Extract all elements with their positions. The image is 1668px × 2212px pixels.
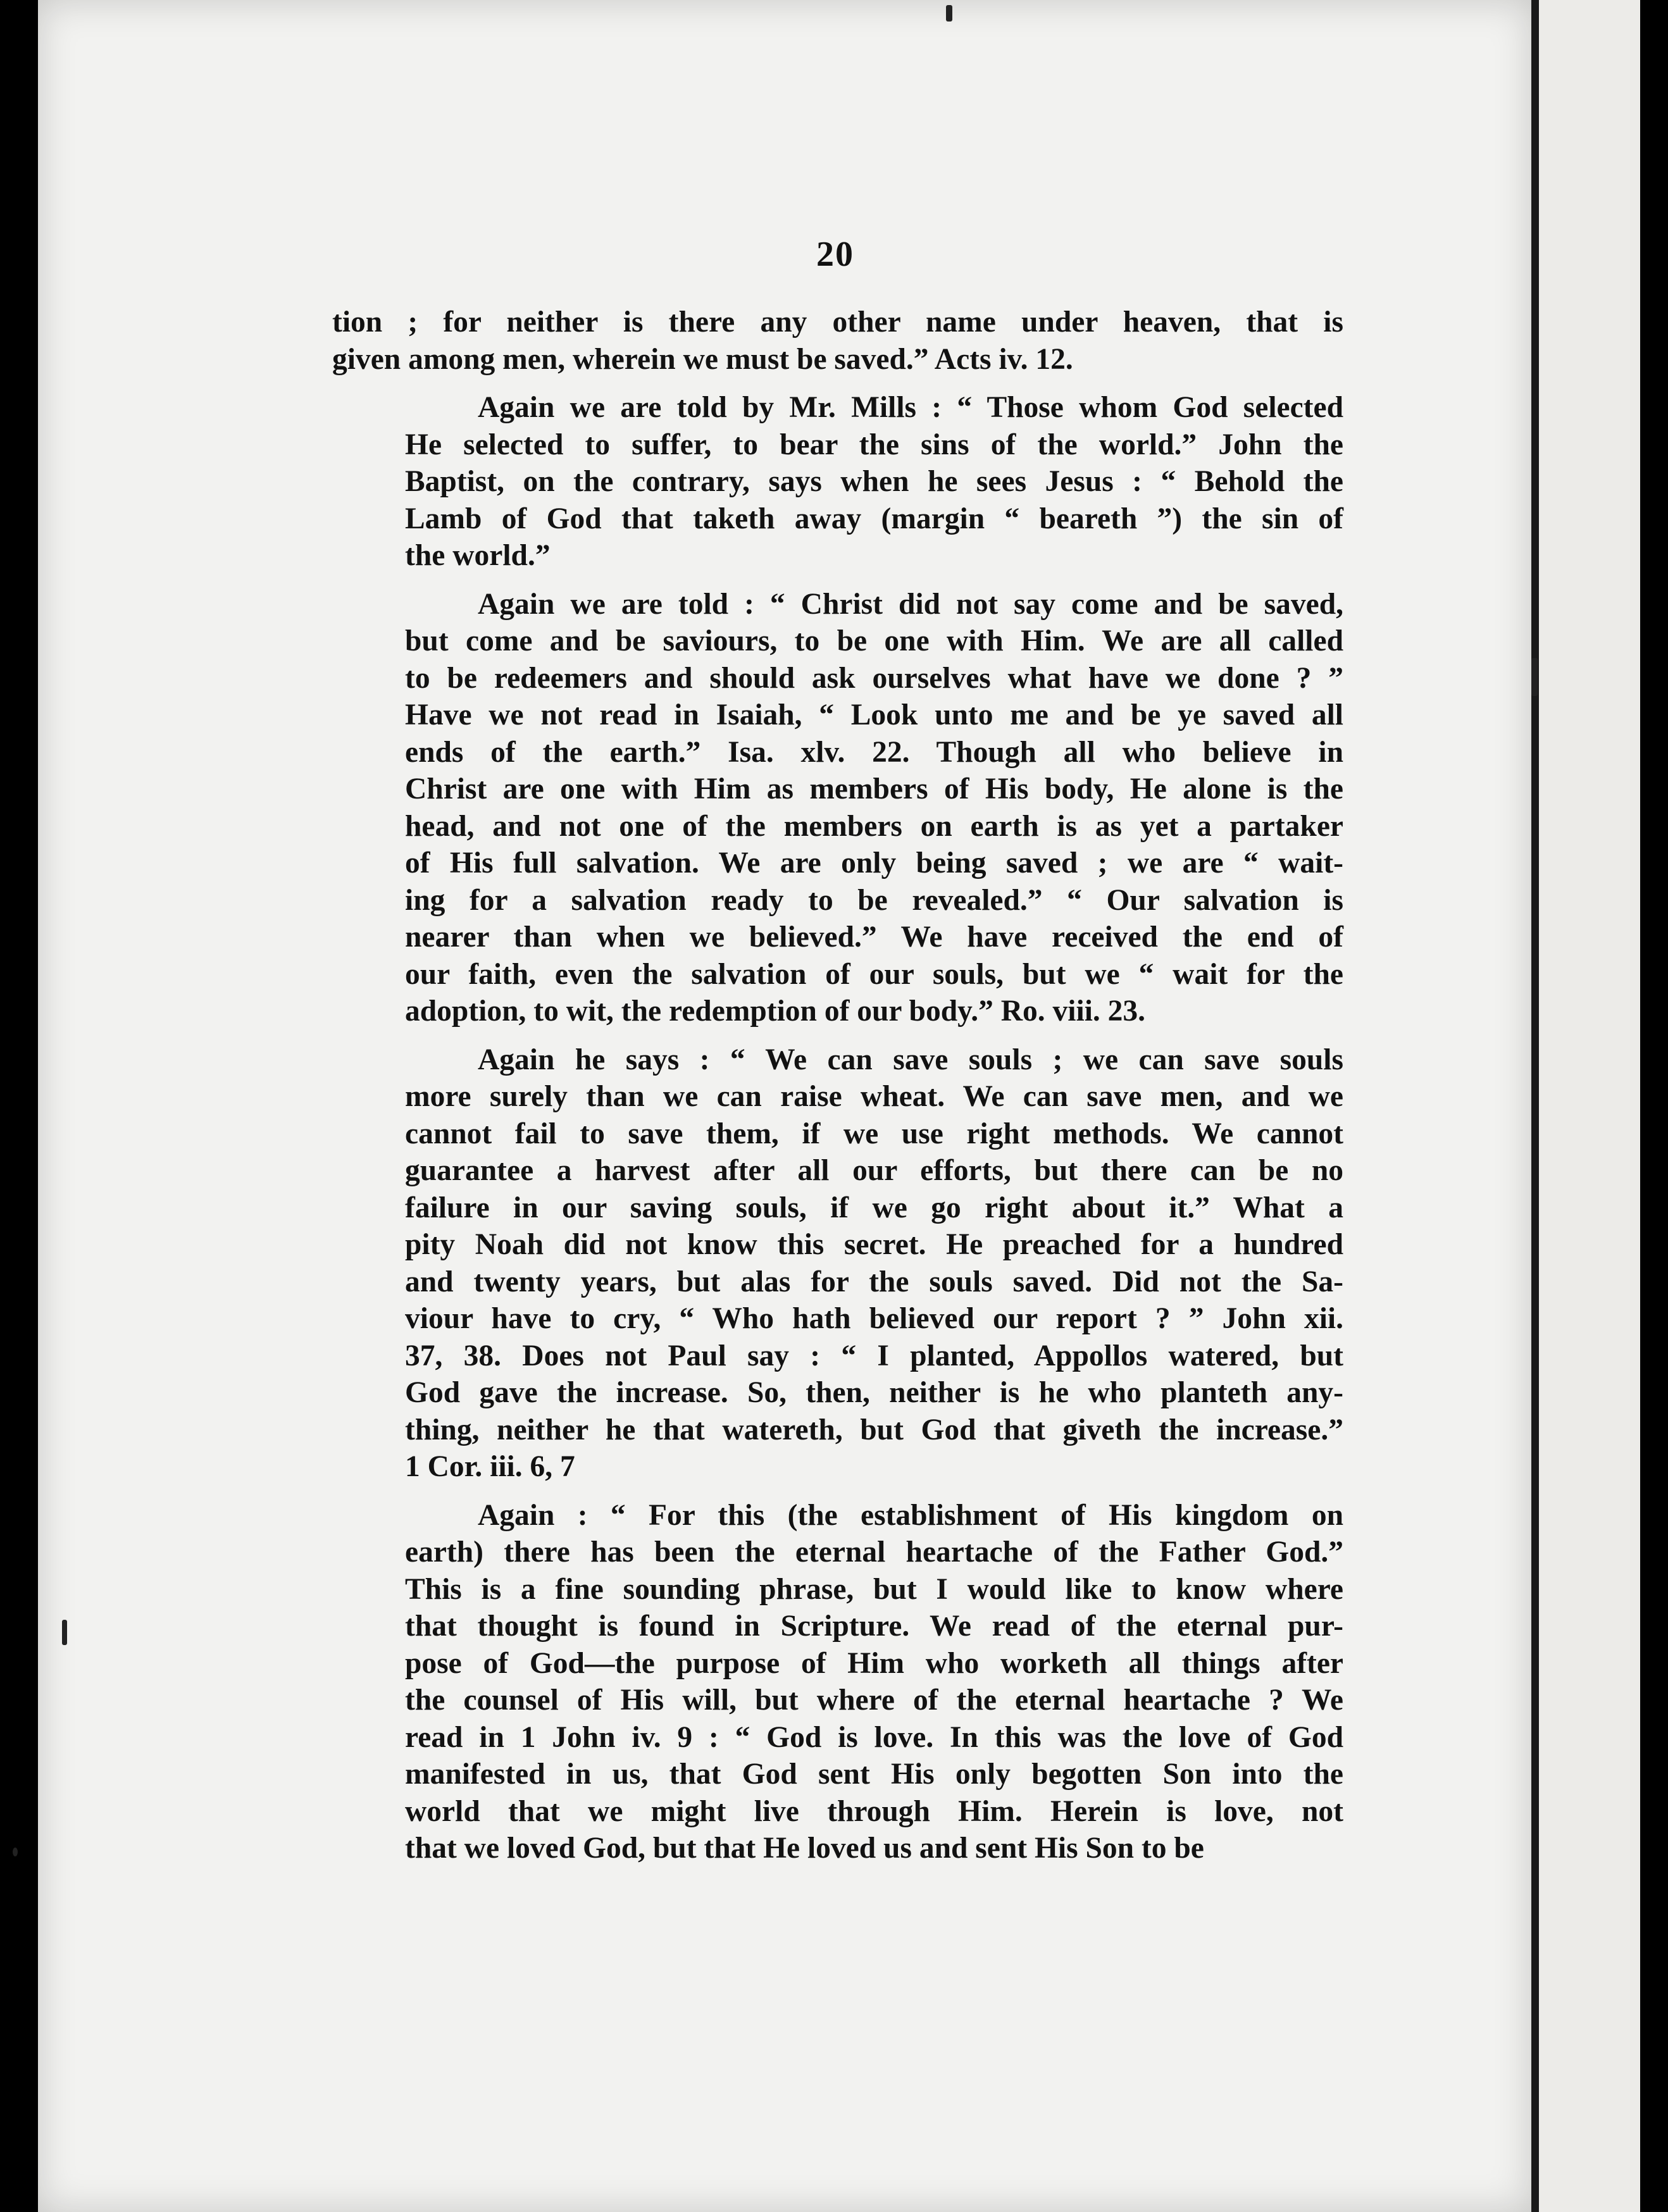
text-line: This is a fine sounding phrase, but I would like to know where [405,1572,1343,1606]
text-line: Have we not read in Isaiah, “ Look unto me and be ye saved all [405,699,1343,731]
text-line: Again he says : “ We can save souls ; we can save souls [478,1043,1343,1076]
text-line: head, and not one of the members on earth is as yet a partaker [405,809,1343,843]
text-line: Baptist, on the contrary, says when he sees Jesus : “ Behold the [405,465,1343,498]
text-line: ing for a salvation ready to be revealed.” “ Our salvation is [405,883,1343,917]
text-line: and twenty years, but alas for the souls saved. Did not the Sa- [405,1265,1343,1298]
scan-speck [946,5,952,22]
text-line: our faith, even the salvation of our souls, but we “ wait for the [405,957,1343,991]
text-line: Again we are told : “ Christ did not say come and be saved, [478,587,1343,621]
text-line: guarantee a harvest after all our efforts, but there can be no [405,1154,1343,1187]
text-line: Lamb of God that taketh away (margin “ beareth ”) the sin of [405,502,1343,535]
text-line: ends of the earth.” Isa. xlv. 22. Though all who believe in [405,735,1343,769]
page-number: 20 [816,235,854,274]
text-line: the world.” [405,539,551,572]
scan-speck [13,1848,18,1856]
text-line: pose of God—the purpose of Him who worketh all things after [405,1646,1343,1680]
text-line: more surely than we can raise wheat. We can save men, and we [405,1080,1343,1113]
facing-page-edge [1539,0,1640,2212]
text-line: Again : “ For this (the establishment of His kingdom on [478,1498,1343,1532]
text-line: that thought is found in Scripture. We read of the eternal pur- [405,1610,1343,1643]
text-line: He selected to suffer, to bear the sins of the world.” John the [405,428,1343,461]
text-line: tion ; for neither is there any other name under heaven, that is [332,306,1343,339]
paragraph [332,389,1343,575]
text-line: failure in our saving souls, if we go right about it.” What a [405,1191,1343,1224]
text-line: 37, 38. Does not Paul say : “ I planted, Appollos watered, but [405,1339,1343,1372]
text-line: Again we are told by Mr. Mills : “ Those whom God selected [478,391,1343,424]
page-gutter [1531,0,1539,2212]
scan-speck [1531,658,1538,696]
text-line: God gave the increase. So, then, neither is he who planteth any- [405,1376,1343,1409]
scan-speck [62,1620,67,1645]
text-line: 1 Cor. iii. 6, 7 [405,1450,575,1483]
text-line: cannot fail to save them, if we use right methods. We cannot [405,1117,1343,1150]
text-line: thing, neither he that watereth, but God that giveth the increase.” [405,1413,1343,1446]
text-line: adoption, to wit, the redemption of our body.” Ro. viii. 23. [405,995,1146,1028]
text-line: Christ are one with Him as members of His body, He alone is the [405,773,1343,805]
paragraph [332,1497,1343,1867]
text-line: viour have to cry, “ Who hath believed our report ? ” John xii. [405,1302,1343,1335]
text-line: given among men, wherein we must be saved.” Acts iv. 12. [332,342,1073,376]
text-line: earth) there has been the eternal heartache of the Father God.” [405,1536,1343,1569]
text-line: to be redeemers and should ask ourselves what have we done ? ” [405,661,1343,695]
text-line: world that we might live through Him. Herein is love, not [405,1794,1343,1828]
scan-border [1640,0,1668,2212]
paragraph [332,586,1343,1030]
paragraph [332,1041,1343,1486]
text-line: the counsel of His will, but where of the eternal heartache ? We [405,1684,1343,1717]
paragraph [332,304,1343,378]
text-line: manifested in us, that God sent His only begotten Son into the [405,1758,1343,1791]
text-line: that we loved God, but that He loved us and sent His Son to be [405,1832,1204,1865]
text-line: pity Noah did not know this secret. He preached for a hundred [405,1228,1343,1261]
text-line: nearer than when we believed.” We have received the end of [405,921,1343,954]
text-line: but come and be saviours, to be one with Him. We are all called [405,624,1343,657]
text-line: read in 1 John iv. 9 : “ God is love. In this was the love of God [405,1720,1343,1754]
body-text [332,304,1343,1879]
text-line: of His full salvation. We are only being saved ; we are “ wait- [405,847,1343,879]
